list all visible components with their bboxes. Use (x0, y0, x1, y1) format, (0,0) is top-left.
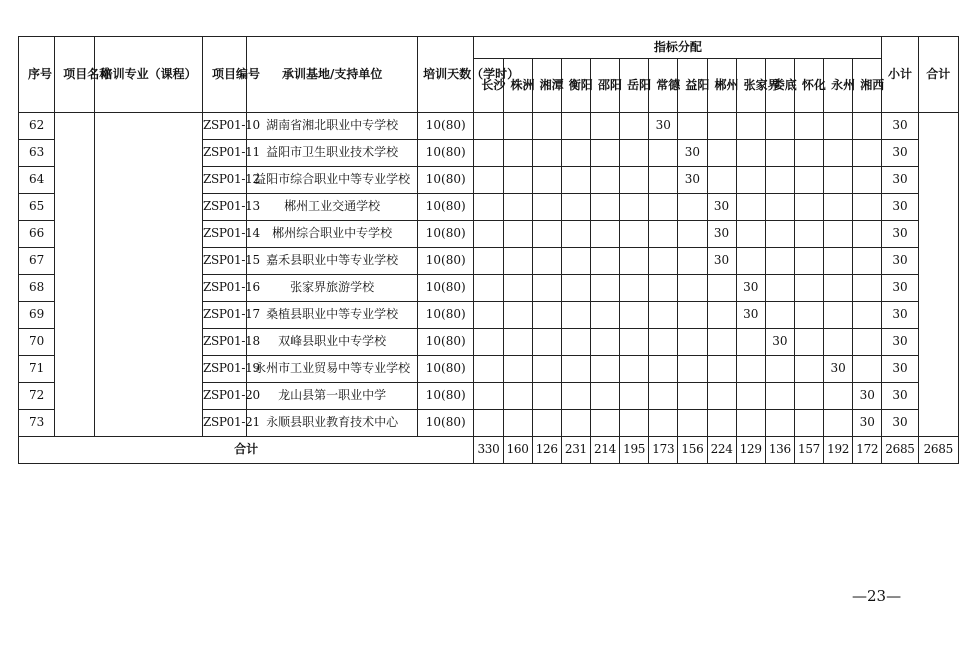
city-total-cell: 195 (620, 437, 649, 464)
city-value-cell (649, 140, 678, 167)
city-value-cell (707, 329, 736, 356)
total-label: 合计 (19, 437, 474, 464)
city-value-cell (532, 275, 561, 302)
city-value-cell: 30 (707, 194, 736, 221)
city-value-cell (474, 302, 503, 329)
city-value-cell (649, 248, 678, 275)
city-value-cell (474, 356, 503, 383)
city-value-cell (736, 194, 765, 221)
city-value-cell (736, 113, 765, 140)
days-cell: 10(80) (418, 329, 474, 356)
city-value-cell (736, 329, 765, 356)
city-value-cell: 30 (678, 140, 707, 167)
city-value-cell (678, 275, 707, 302)
major-cell (95, 113, 203, 437)
base-unit-cell: 郴州综合职业中专学校 (247, 221, 418, 248)
city-value-cell (620, 383, 649, 410)
city-value-cell (503, 275, 532, 302)
header-days: 培训天数（学时） (418, 37, 474, 113)
city-value-cell (561, 221, 590, 248)
seq-cell: 67 (19, 248, 55, 275)
city-value-cell (794, 113, 823, 140)
city-value-cell (532, 167, 561, 194)
city-value-cell (678, 302, 707, 329)
city-value-cell (590, 410, 619, 437)
header-seq: 序号 (19, 37, 55, 113)
subtotal-cell: 30 (882, 140, 918, 167)
city-value-cell (620, 329, 649, 356)
city-value-cell (474, 113, 503, 140)
city-value-cell (590, 221, 619, 248)
city-value-cell (853, 329, 882, 356)
city-value-cell (765, 221, 794, 248)
project-code-cell: ZSP01-16 (202, 275, 246, 302)
city-value-cell (620, 113, 649, 140)
header-city: 株洲 (503, 59, 532, 113)
city-value-cell (678, 329, 707, 356)
subtotal-cell: 30 (882, 302, 918, 329)
city-total-cell: 192 (824, 437, 853, 464)
city-value-cell: 30 (765, 329, 794, 356)
base-unit-cell: 永顺县职业教育技术中心 (247, 410, 418, 437)
city-total-cell: 214 (590, 437, 619, 464)
city-value-cell (532, 194, 561, 221)
city-value-cell (765, 113, 794, 140)
project-code-cell: ZSP01-21 (202, 410, 246, 437)
base-unit-cell: 永州市工业贸易中等专业学校 (247, 356, 418, 383)
subtotal-cell: 30 (882, 410, 918, 437)
city-value-cell (590, 302, 619, 329)
city-value-cell (590, 194, 619, 221)
city-value-cell (736, 140, 765, 167)
header-subtotal: 小计 (882, 37, 918, 113)
city-total-cell: 231 (561, 437, 590, 464)
city-value-cell (561, 383, 590, 410)
seq-cell: 66 (19, 221, 55, 248)
grand-subtotal-cell: 2685 (882, 437, 918, 464)
city-value-cell (765, 356, 794, 383)
city-value-cell (853, 302, 882, 329)
base-unit-cell: 龙山县第一职业中学 (247, 383, 418, 410)
city-value-cell (707, 140, 736, 167)
city-value-cell (853, 275, 882, 302)
city-value-cell (503, 248, 532, 275)
city-value-cell (503, 302, 532, 329)
seq-cell: 73 (19, 410, 55, 437)
city-value-cell (532, 221, 561, 248)
project-code-cell: ZSP01-11 (202, 140, 246, 167)
seq-cell: 64 (19, 167, 55, 194)
city-value-cell (532, 410, 561, 437)
days-cell: 10(80) (418, 410, 474, 437)
city-value-cell (765, 302, 794, 329)
city-value-cell (503, 383, 532, 410)
days-cell: 10(80) (418, 302, 474, 329)
city-value-cell (794, 167, 823, 194)
days-cell: 10(80) (418, 383, 474, 410)
header-city: 湘潭 (532, 59, 561, 113)
header-major: 培训专业（课程） (95, 37, 203, 113)
city-value-cell (532, 356, 561, 383)
city-value-cell (620, 248, 649, 275)
city-value-cell: 30 (853, 383, 882, 410)
city-value-cell (678, 383, 707, 410)
city-value-cell (561, 248, 590, 275)
city-value-cell (620, 221, 649, 248)
header-city: 郴州 (707, 59, 736, 113)
city-total-cell: 156 (678, 437, 707, 464)
city-value-cell (649, 356, 678, 383)
city-value-cell: 30 (824, 356, 853, 383)
city-value-cell (649, 221, 678, 248)
city-value-cell (474, 221, 503, 248)
city-value-cell (474, 410, 503, 437)
city-value-cell (532, 140, 561, 167)
city-value-cell (824, 194, 853, 221)
city-value-cell (824, 167, 853, 194)
city-value-cell (707, 383, 736, 410)
city-value-cell (532, 248, 561, 275)
city-value-cell (765, 248, 794, 275)
days-cell: 10(80) (418, 194, 474, 221)
city-value-cell: 30 (707, 248, 736, 275)
project-code-cell: ZSP01-18 (202, 329, 246, 356)
city-value-cell (853, 167, 882, 194)
total-row (19, 437, 959, 464)
header-city: 湘西 (853, 59, 882, 113)
city-value-cell (620, 410, 649, 437)
city-value-cell (561, 113, 590, 140)
base-unit-cell: 益阳市综合职业中等专业学校 (247, 167, 418, 194)
project-code-cell: ZSP01-10 (202, 113, 246, 140)
city-value-cell (503, 410, 532, 437)
header-city: 常德 (649, 59, 678, 113)
city-value-cell (765, 410, 794, 437)
subtotal-cell: 30 (882, 194, 918, 221)
city-value-cell (649, 167, 678, 194)
table-body (19, 113, 959, 464)
subtotal-cell: 30 (882, 329, 918, 356)
city-value-cell (532, 113, 561, 140)
city-value-cell: 30 (649, 113, 678, 140)
city-value-cell (590, 140, 619, 167)
header-city: 娄底 (765, 59, 794, 113)
base-unit-cell: 双峰县职业中专学校 (247, 329, 418, 356)
seq-cell: 68 (19, 275, 55, 302)
city-value-cell (649, 302, 678, 329)
city-value-cell (590, 383, 619, 410)
project-code-cell: ZSP01-19 (202, 356, 246, 383)
city-value-cell (794, 329, 823, 356)
city-value-cell: 30 (853, 410, 882, 437)
city-value-cell (561, 167, 590, 194)
city-value-cell (853, 113, 882, 140)
header-city: 长沙 (474, 59, 503, 113)
city-value-cell (474, 167, 503, 194)
city-value-cell (649, 275, 678, 302)
city-value-cell (794, 221, 823, 248)
city-total-cell: 157 (794, 437, 823, 464)
header-city: 永州 (824, 59, 853, 113)
city-value-cell (620, 140, 649, 167)
header-row-1 (19, 37, 959, 59)
city-value-cell (561, 356, 590, 383)
city-value-cell (620, 302, 649, 329)
city-value-cell (736, 410, 765, 437)
city-value-cell (474, 140, 503, 167)
city-value-cell (853, 140, 882, 167)
city-value-cell (620, 275, 649, 302)
city-value-cell (824, 302, 853, 329)
city-value-cell (590, 356, 619, 383)
city-value-cell (620, 356, 649, 383)
city-value-cell (707, 302, 736, 329)
seq-cell: 71 (19, 356, 55, 383)
seq-cell: 69 (19, 302, 55, 329)
seq-cell: 65 (19, 194, 55, 221)
city-value-cell (678, 410, 707, 437)
city-total-cell: 129 (736, 437, 765, 464)
city-value-cell (474, 275, 503, 302)
base-unit-cell: 益阳市卫生职业技术学校 (247, 140, 418, 167)
subtotal-cell: 30 (882, 113, 918, 140)
city-value-cell: 30 (707, 221, 736, 248)
city-total-cell: 126 (532, 437, 561, 464)
city-value-cell (794, 410, 823, 437)
header-city: 益阳 (678, 59, 707, 113)
city-value-cell (678, 221, 707, 248)
city-value-cell (561, 329, 590, 356)
base-unit-cell: 嘉禾县职业中等专业学校 (247, 248, 418, 275)
city-value-cell (794, 140, 823, 167)
city-total-cell: 172 (853, 437, 882, 464)
header-city: 衡阳 (561, 59, 590, 113)
project-code-cell: ZSP01-15 (202, 248, 246, 275)
city-value-cell (678, 113, 707, 140)
city-value-cell (707, 410, 736, 437)
city-value-cell (474, 383, 503, 410)
header-base-unit: 承训基地/支持单位 (247, 37, 418, 113)
city-value-cell (824, 410, 853, 437)
city-value-cell: 30 (736, 275, 765, 302)
city-value-cell (561, 302, 590, 329)
header-city: 张家界 (736, 59, 765, 113)
days-cell: 10(80) (418, 167, 474, 194)
city-value-cell (824, 221, 853, 248)
city-value-cell (765, 167, 794, 194)
city-value-cell (532, 302, 561, 329)
city-value-cell (736, 383, 765, 410)
city-value-cell (824, 113, 853, 140)
header-city: 岳阳 (620, 59, 649, 113)
city-total-cell: 160 (503, 437, 532, 464)
city-value-cell (649, 383, 678, 410)
city-value-cell (736, 248, 765, 275)
city-value-cell (707, 113, 736, 140)
city-value-cell (853, 248, 882, 275)
city-value-cell (736, 167, 765, 194)
subtotal-cell: 30 (882, 356, 918, 383)
city-value-cell (649, 410, 678, 437)
city-value-cell (824, 383, 853, 410)
city-value-cell (824, 140, 853, 167)
city-value-cell (678, 248, 707, 275)
seq-cell: 72 (19, 383, 55, 410)
header-allocation: 指标分配 (474, 37, 882, 59)
city-value-cell (853, 221, 882, 248)
days-cell: 10(80) (418, 356, 474, 383)
city-value-cell (794, 275, 823, 302)
project-code-cell: ZSP01-12 (202, 167, 246, 194)
city-value-cell (503, 113, 532, 140)
city-value-cell (474, 194, 503, 221)
city-value-cell (765, 275, 794, 302)
city-value-cell: 30 (678, 167, 707, 194)
base-unit-cell: 桑植县职业中等专业学校 (247, 302, 418, 329)
header-city: 邵阳 (590, 59, 619, 113)
city-value-cell (620, 194, 649, 221)
city-value-cell (765, 383, 794, 410)
header-total: 合计 (918, 37, 958, 113)
city-value-cell (824, 248, 853, 275)
city-value-cell (707, 356, 736, 383)
subtotal-cell: 30 (882, 167, 918, 194)
city-value-cell (707, 275, 736, 302)
city-value-cell (590, 329, 619, 356)
seq-cell: 62 (19, 113, 55, 140)
city-value-cell (853, 356, 882, 383)
table-row (19, 113, 959, 140)
base-unit-cell: 郴州工业交通学校 (247, 194, 418, 221)
days-cell: 10(80) (418, 221, 474, 248)
total-cell (918, 113, 958, 437)
city-value-cell (590, 167, 619, 194)
city-value-cell (561, 275, 590, 302)
project-code-cell: ZSP01-14 (202, 221, 246, 248)
city-value-cell (503, 167, 532, 194)
city-value-cell (590, 248, 619, 275)
city-value-cell (678, 194, 707, 221)
project-name-cell (55, 113, 95, 437)
city-total-cell: 136 (765, 437, 794, 464)
subtotal-cell: 30 (882, 248, 918, 275)
city-value-cell (736, 356, 765, 383)
city-value-cell (736, 221, 765, 248)
city-value-cell (474, 329, 503, 356)
city-value-cell (503, 194, 532, 221)
project-code-cell: ZSP01-20 (202, 383, 246, 410)
city-value-cell (503, 329, 532, 356)
header-project-code: 项目编号 (202, 37, 246, 113)
city-total-cell: 330 (474, 437, 503, 464)
city-value-cell (474, 248, 503, 275)
city-value-cell (794, 383, 823, 410)
page-number: —23— (852, 587, 902, 605)
city-value-cell (649, 329, 678, 356)
city-value-cell (503, 356, 532, 383)
city-total-cell: 173 (649, 437, 678, 464)
city-value-cell (532, 383, 561, 410)
city-value-cell (532, 329, 561, 356)
city-value-cell (794, 302, 823, 329)
city-value-cell (590, 275, 619, 302)
days-cell: 10(80) (418, 275, 474, 302)
city-value-cell (620, 167, 649, 194)
city-value-cell (824, 329, 853, 356)
base-unit-cell: 张家界旅游学校 (247, 275, 418, 302)
project-code-cell: ZSP01-13 (202, 194, 246, 221)
city-value-cell (765, 140, 794, 167)
city-value-cell: 30 (736, 302, 765, 329)
subtotal-cell: 30 (882, 275, 918, 302)
base-unit-cell: 湖南省湘北职业中专学校 (247, 113, 418, 140)
project-code-cell: ZSP01-17 (202, 302, 246, 329)
header-project-name: 项目名称 (55, 37, 95, 113)
city-value-cell (590, 113, 619, 140)
city-value-cell (561, 194, 590, 221)
city-value-cell (561, 410, 590, 437)
city-total-cell: 224 (707, 437, 736, 464)
city-value-cell (824, 275, 853, 302)
city-value-cell (503, 140, 532, 167)
city-value-cell (794, 194, 823, 221)
header-city: 怀化 (794, 59, 823, 113)
city-value-cell (707, 167, 736, 194)
days-cell: 10(80) (418, 140, 474, 167)
city-value-cell (765, 194, 794, 221)
seq-cell: 63 (19, 140, 55, 167)
city-value-cell (503, 221, 532, 248)
seq-cell: 70 (19, 329, 55, 356)
grand-total-cell: 2685 (918, 437, 958, 464)
city-value-cell (561, 140, 590, 167)
city-value-cell (678, 356, 707, 383)
allocation-table (18, 36, 959, 464)
subtotal-cell: 30 (882, 383, 918, 410)
city-value-cell (794, 248, 823, 275)
city-value-cell (853, 194, 882, 221)
subtotal-cell: 30 (882, 221, 918, 248)
city-value-cell (794, 356, 823, 383)
days-cell: 10(80) (418, 113, 474, 140)
days-cell: 10(80) (418, 248, 474, 275)
city-value-cell (649, 194, 678, 221)
